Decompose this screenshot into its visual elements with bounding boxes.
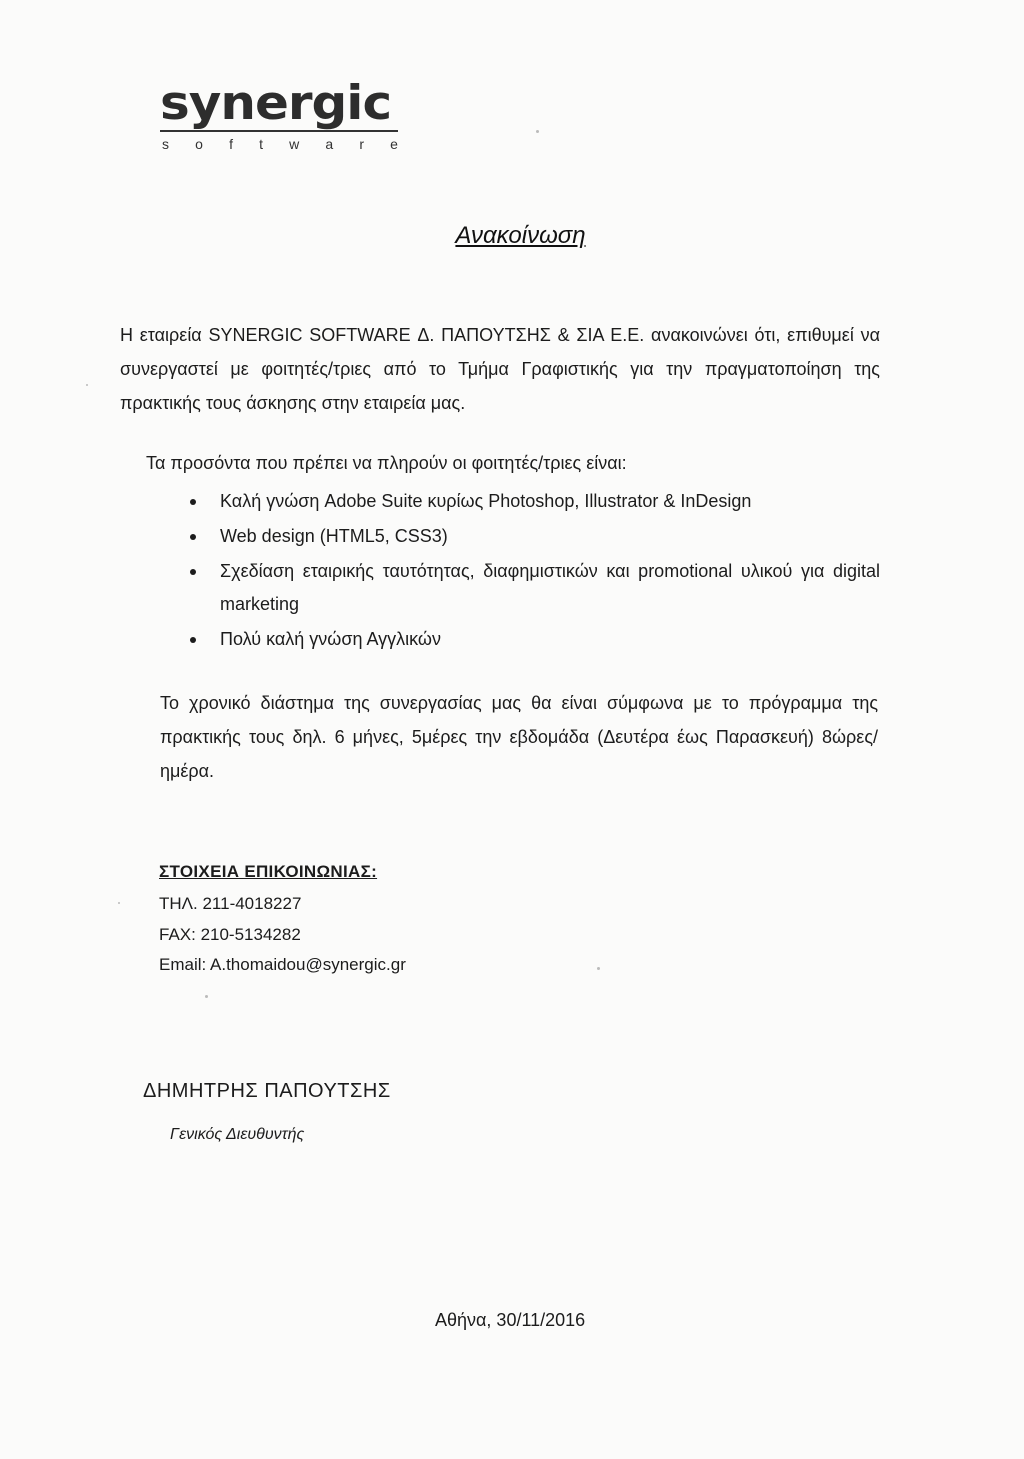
list-item: Πολύ καλή γνώση Αγγλικών: [190, 623, 880, 656]
logo-letter: a: [325, 136, 334, 152]
company-logo: [160, 75, 405, 152]
logo-letter: e: [390, 136, 398, 152]
requirements-intro: Τα προσόντα που πρέπει να πληρούν οι φοιτητές/τριες είναι:: [146, 453, 627, 473]
signer-name: ΔΗΜΗΤΡΗΣ ΠΑΠΟΥΤΣΗΣ: [143, 1080, 391, 1102]
announcement-title: [0, 222, 1024, 250]
logo-wordmark: synergic: [160, 75, 392, 131]
logo-rule: [160, 130, 398, 132]
contact-fax: FAX: 210-5134282: [159, 925, 301, 944]
requirements-list: [190, 485, 880, 658]
contact-phone: ΤΗΛ. 211-4018227: [159, 894, 302, 913]
logo-letter: w: [289, 136, 300, 152]
logo-letter: s: [162, 136, 169, 152]
logo-letter: o: [195, 136, 203, 152]
logo-subtitle: [160, 136, 398, 152]
signer-role: Γενικός Διευθυντής: [170, 1126, 305, 1143]
title-text: Ανακοίνωση: [455, 222, 586, 249]
intro-paragraph: Η εταιρεία SYNERGIC SOFTWARE Δ. ΠΑΠΟΥΤΣΗΣ & ΣΙΑ Ε.Ε. ανακοινώνει ότι, επιθυμεί να συνεργαστεί με φοιτητές/τριες από το Τμήμα Γραφιστικής για την πραγματοποίηση της πρακτικής τους άσκησης στην εταιρεία μας.: [120, 325, 880, 413]
contact-email: Email: A.thomaidou@synergic.gr: [159, 955, 406, 974]
duration-paragraph: Το χρονικό διάστημα της συνεργασίας μας θα είναι σύμφωνα με το πρόγραμμα της πρακτικής τους δηλ. 6 μήνες, 5μέρες την εβδομάδα (Δευτέρα έως Παρασκευή) 8ώρες/ημέρα.: [160, 693, 878, 781]
list-item: Καλή γνώση Adobe Suite κυρίως Photoshop, Illustrator & InDesign: [190, 485, 880, 518]
list-item: Web design (HTML5, CSS3): [190, 520, 880, 553]
document-date: Αθήνα, 30/11/2016: [435, 1310, 586, 1330]
contact-heading: ΣΤΟΙΧΕΙΑ ΕΠΙΚΟΙΝΩΝΙΑΣ:: [159, 862, 378, 881]
logo-letter: r: [359, 136, 365, 152]
list-item: Σχεδίαση εταιρικής ταυτότητας, διαφημιστικών και promotional υλικού για digital marketing: [190, 555, 880, 621]
logo-letter: f: [229, 136, 233, 152]
logo-letter: t: [259, 136, 263, 152]
